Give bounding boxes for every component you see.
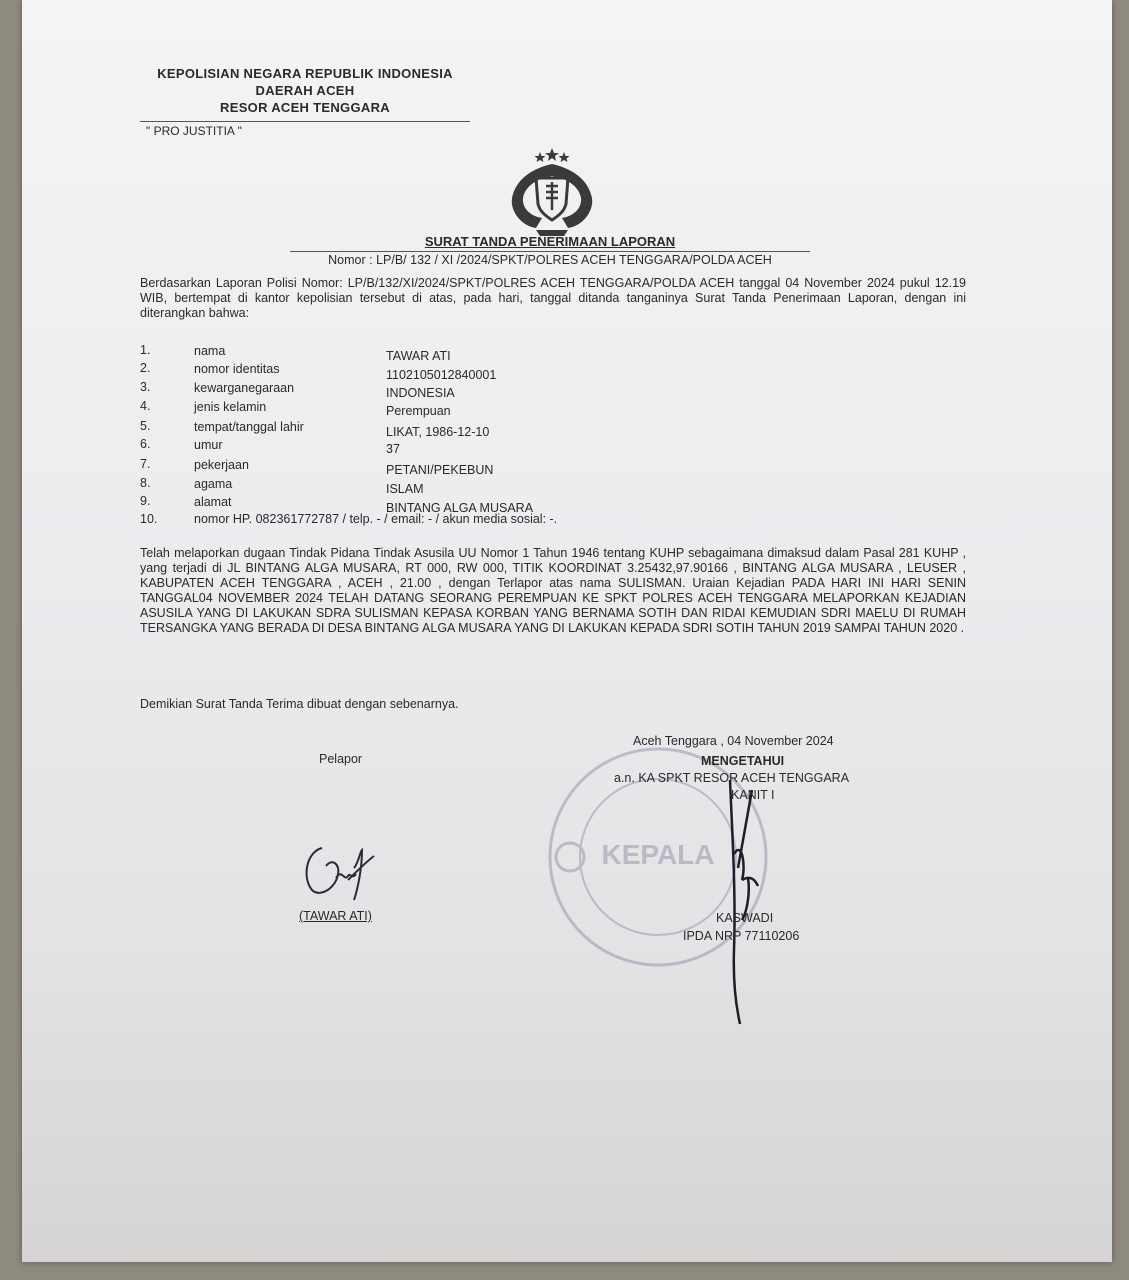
intro-paragraph: Berdasarkan Laporan Polisi Nomor: LP/B/132/XI/2024/SPKT/POLRES ACEH TENGGARA/POLDA ACEH tanggal 04 November 2024 pukul 12.19 WIB, bertempat di kantor kepolisian tersebut di atas, pada hari, tanggal ditanda tanganinya Surat Tanda Penerimaan Laporan, dengan ini diterangkan bahwa: [140,276,966,320]
officer-rank: IPDA NRP 77110206 [683,929,800,943]
pelapor-name: (TAWAR ATI) [299,909,372,923]
field-label: alamat [194,495,232,509]
field-value: Perempuan [386,404,451,418]
field-value: ISLAM [386,482,424,496]
field-number: 4. [140,399,151,413]
field-value: LIKAT, 1986-12-10 [386,425,490,439]
field-number: 3. [140,380,151,394]
closing-statement: Demikian Surat Tanda Terima dibuat dengan sebenarnya. [140,697,459,711]
field-label: pekerjaan [194,458,249,472]
field-number: 7. [140,457,151,471]
field-label: umur [194,438,223,452]
field-number: 2. [140,361,151,375]
header-divider [140,121,470,122]
report-body: Telah melaporkan dugaan Tindak Pidana Tindak Asusila UU Nomor 1 Tahun 1946 tentang KUHP sebagaimana dimaksud dalam Pasal 281 KUHP , yang terjadi di JL BINTANG ALGA MUSARA, RT 000, RW 000, TITIK KOORDINAT 3.25432,97.90166 , BINTANG ALGA MUSARA , LEUSER , KABUPATEN ACEH TENGGARA , ACEH , 21.00 , dengan Terlapor atas nama SULISMAN. Uraian Kejadian PADA HARI INI HARI SENIN TANGGAL04 NOVEMBER 2024 TELAH DATANG SEORANG PEREMPUAN KE SPKT POLRES ACEH TENGGARA MELAPORKAN KEJADIAN ASUSILA YANG DI LAKUKAN SDRA SULISMAN KEPASA KORBAN YANG BERNAMA SOTIH DAN RIDAI KEMUDIAN SDRI MAELU DI RUMAH TERSANGKA YANG BERADA DI DESA BINTANG ALGA MUSARA YANG DI LAKUKAN KEPADA SDRI SOTIH TAHUN 2019 SAMPAI TAHUN 2020 . [140,546,966,635]
pelapor-label: Pelapor [319,752,363,766]
document-title: SURAT TANDA PENERIMAAN LAPORAN [424,234,676,249]
pro-justitia-label: " PRO JUSTITIA " [146,124,242,138]
header-line-1: KEPOLISIAN NEGARA REPUBLIK INDONESIA [157,66,453,81]
document-number: Nomor : LP/B/ 132 / XI /2024/SPKT/POLRES ACEH TENGGARA/POLDA ACEH [290,251,810,267]
field-number: 10. [140,512,158,526]
officer-signature [712,770,772,1030]
field-value: 1102105012840001 [386,368,497,382]
field-number: 8. [140,476,151,490]
field-value: INDONESIA [386,386,455,400]
field-value: 37 [386,442,400,456]
field-contact: nomor HP. 082361772787 / telp. - / email: - / akun media sosial: -. [194,512,558,526]
field-label: tempat/tanggal lahir [194,420,304,434]
field-value: PETANI/PEKEBUN [386,463,494,477]
field-number: 5. [140,419,151,433]
place-date: Aceh Tenggara , 04 November 2024 [633,734,834,748]
kanit-label: KANIT I [731,788,775,802]
officer-name: KASWADI [716,911,774,925]
mengetahui-label: MENGETAHUI [701,754,785,768]
field-number: 9. [140,494,151,508]
field-value: BINTANG ALGA MUSARA [386,501,534,515]
field-label: nama [194,344,226,358]
field-value: TAWAR ATI [386,349,451,363]
field-label: nomor identitas [194,362,280,376]
police-emblem-icon [506,146,598,238]
pelapor-signature [296,838,386,908]
header-line-3: RESOR ACEH TENGGARA [220,100,390,115]
header-line-2: DAERAH ACEH [255,83,355,98]
field-label: kewarganegaraan [194,381,295,395]
field-label: agama [194,477,233,491]
field-number: 6. [140,437,151,451]
field-label: jenis kelamin [194,400,267,414]
field-number: 1. [140,343,151,357]
on-behalf-label: a.n. KA SPKT RESOR ACEH TENGGARA [614,771,850,785]
stamp-center-text: KEPALA [601,839,715,870]
